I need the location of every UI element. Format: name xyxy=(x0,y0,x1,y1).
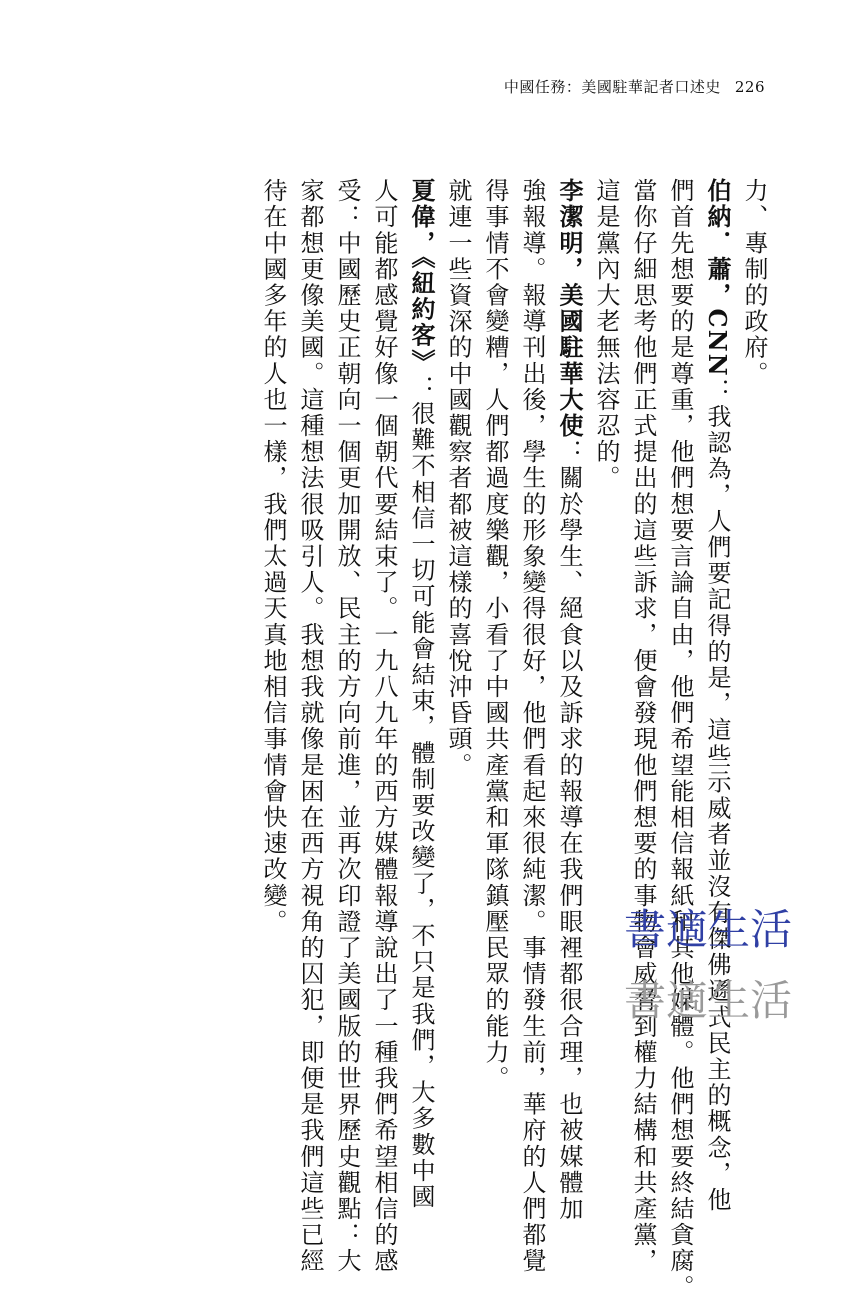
page-number: 226 xyxy=(734,78,765,96)
running-header xyxy=(504,76,765,97)
text-column: 們首先想要的是尊重，他們想要言論自由，他們希望能相信報紙和其他媒體。他們想要終結貪腐。 xyxy=(666,178,694,1300)
text-column: 人可能都感覺好像一個朝代要結束了。一九八九年的西方媒體報導說出了一種我們希望相信的感 xyxy=(370,178,398,1275)
book-title: 中國任務：美國駐華記者口述史 xyxy=(503,78,721,96)
text-column: 待在中國多年的人也一樣，我們太過天真地相信事情會快速改變。 xyxy=(259,178,287,935)
text-column: 夏偉，《紐約客》：很難不相信一切可能會結束，體制要改變了，不只是我們，大多數中國 xyxy=(407,178,436,1211)
text-column: 受：中國歷史正朝向一個更加開放、民主的方向前進，並再次印證了美國版的世界歷史觀點：大 xyxy=(333,178,361,1275)
watermark-logo-shadow: 書適生活 xyxy=(624,976,793,1025)
text-column: 就連一些資深的中國觀察者都被這樣的喜悅沖昏頭。 xyxy=(444,178,472,779)
watermark-logo: 書適生活 xyxy=(624,905,793,954)
text-column: 李潔明，美國駐華大使：關於學生、絕食以及訴求的報導在我們眼裡都很合理，也被媒體加 xyxy=(555,178,584,1222)
text-column: 當你仔細思考他們正式提出的這些訴求，便會發現他們想要的事物會威脅到權力結構和共產黨， xyxy=(629,178,657,1275)
text-column: 得事情不會變糟，人們都過度樂觀，小看了中國共產黨和軍隊鎮壓民眾的能力。 xyxy=(481,178,509,1092)
text-column: 力、專制的政府。 xyxy=(740,178,768,387)
text-column: 這是黨內大老無法容忍的。 xyxy=(592,178,620,492)
text-column: 強報導。報導刊出後，學生的形象變得很好，他們看起來很純潔。事情發生前，華府的人們都覺 xyxy=(518,178,546,1275)
text-column: 伯納．蕭，CNN：我認為，人們要記得的是，這些示威者並沒有傑佛遜式民主的概念，他 xyxy=(703,178,732,1213)
text-column: 家都想更像美國。這種想法很吸引人。我想我就像是困在西方視角的囚犯，即便是我們這些已經 xyxy=(296,178,324,1275)
